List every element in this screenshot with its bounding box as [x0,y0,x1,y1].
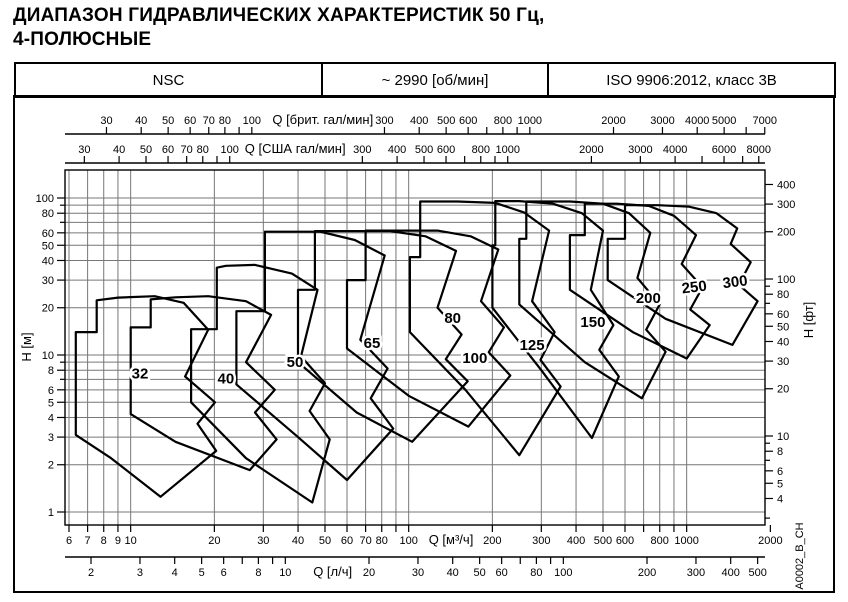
tick-label: 40 [777,336,790,349]
envelope-label-text-65: 65 [363,334,381,352]
tick-label: 1 [47,507,54,519]
envelope-label-150 [580,314,605,331]
axis-unit-label-top2: Q [США гал/мин] [244,141,346,156]
axis-unit-label-bottom1: Q [м³/ч] [428,532,474,547]
tick-label: 10 [777,431,790,444]
tick-label: 80 [375,535,388,547]
envelope-label-text-150: 150 [580,313,606,331]
tick-label: 50 [162,115,175,127]
tick-label: 60 [777,308,790,321]
tick-label: 8000 [746,144,772,156]
tick-label: 50 [473,567,486,579]
tick-label: 5 [777,478,784,491]
tick-label: 60 [340,535,354,547]
header-cell-standard: ISO 9906:2012, класс 3В [606,71,777,89]
tick-label: 200 [777,226,796,239]
tick-label: 300 [532,535,551,547]
tick-label: 3 [47,432,54,445]
axis-unit-label-top1: Q [брит. гал/мин] [272,112,374,127]
envelope-label-300 [722,272,749,292]
tick-label: 30 [777,356,790,369]
tick-label: 40 [135,115,148,127]
tick-label: 400 [721,567,740,579]
tick-label: 6 [47,384,54,397]
tick-label: 200 [483,535,502,547]
tick-label: 2000 [758,535,783,547]
page-title-line2: 4-ПОЛЮСНЫЕ [13,29,152,50]
tick-label: 800 [493,115,513,127]
tick-label: 2000 [601,115,626,127]
envelope-label-200 [636,290,661,307]
tick-label: 60 [495,567,508,579]
tick-label: 100 [220,144,239,156]
envelope-label-text-40: 40 [217,370,235,388]
tick-label: 40 [446,567,459,579]
tick-label: 8 [255,567,262,579]
tick-label: 40 [112,144,126,156]
tick-label: 400 [387,144,407,156]
grid [65,170,765,525]
envelope-label-125 [520,337,545,354]
tick-label: 600 [615,535,635,547]
tick-label: 3 [136,567,144,579]
tick-label: 20 [208,535,221,547]
tick-label: 3000 [650,115,675,127]
tick-label: 1000 [674,535,699,547]
tick-label: 400 [777,179,796,192]
tick-label: 10 [41,350,54,362]
tick-label: 4 [777,493,784,506]
tick-label: 20 [41,302,54,315]
axis-q-top1 [65,112,777,134]
tick-label: 400 [410,115,429,127]
tick-label: 6 [65,535,73,547]
axis-h-left [19,193,65,519]
envelope-path-50 [191,265,330,503]
tick-label: 2 [47,459,54,472]
tick-label: 5000 [711,115,737,127]
tick-label: 20 [777,383,790,396]
tick-label: 50 [41,240,54,253]
tick-label: 3000 [628,144,653,156]
axis-q-bottom2 [65,557,767,579]
tick-label: 40 [291,535,305,547]
header-cell-speed: ~ 2990 [об/мин] [323,64,549,96]
tick-label: 10 [279,567,292,579]
tick-label: 4000 [684,115,710,127]
tick-label: 8 [100,535,107,547]
tick-label: 7 [84,535,91,547]
tick-label: 2000 [579,144,604,156]
tick-label: 70 [359,535,372,547]
tick-label: 60 [184,115,197,127]
tick-label: 60 [161,144,175,156]
tick-label: 800 [650,535,669,547]
envelope-label-65 [364,335,381,352]
tick-label: 4000 [662,144,688,156]
tick-label: 80 [777,289,790,302]
axis-h-right [765,179,816,518]
envelope-label-text-80: 80 [444,309,462,327]
envelope-label-50 [287,354,304,371]
envelope-label-text-250: 250 [680,277,708,298]
tick-label: 100 [242,115,262,127]
side-code-text: A0002_B_CH [794,522,806,590]
tick-label: 80 [196,144,209,156]
tick-label: 30 [41,275,54,288]
tick-label: 1000 [495,144,520,156]
tick-label: 4 [47,412,54,425]
tick-label: 5 [198,567,205,579]
tick-label: 50 [777,321,790,334]
envelope-label-80 [444,310,461,327]
tick-label: 600 [436,144,456,156]
envelope-path-32 [76,296,216,497]
tick-label: 4 [171,567,178,579]
tick-label: 70 [180,144,193,156]
tick-label: 80 [41,208,54,221]
tick-label: 6 [777,465,784,478]
envelope-label-32 [132,365,149,382]
tick-label: 400 [566,535,586,547]
axis-unit-label-right: H [фт] [801,301,816,339]
tick-label: 30 [100,115,113,127]
tick-label: 80 [530,567,543,579]
tick-label: 40 [41,255,54,268]
envelope-40 [131,296,277,470]
tick-label: 50 [139,144,153,156]
tick-label: 600 [458,115,478,127]
tick-label: 60 [41,227,54,240]
envelope-label-text-100: 100 [462,349,488,367]
envelope-label-text-300: 300 [721,272,749,293]
tick-label: 5 [47,397,54,410]
tick-label: 500 [414,144,434,156]
tick-label: 100 [399,535,418,547]
tick-label: 6000 [711,144,737,156]
tick-label: 500 [748,567,767,579]
envelope-50 [191,265,330,503]
axis-q-top2 [65,141,771,163]
axis-unit-label-left: H [м] [19,332,34,362]
tick-label: 100 [777,274,796,287]
page-title-line1: ДИАПАЗОН ГИДРАВЛИЧЕСКИХ ХАРАКТЕРИСТИК 50 Гц, [13,5,545,26]
tick-label: 500 [593,535,613,547]
envelope-label-100 [462,350,487,367]
envelope-label-40 [218,370,235,387]
tick-label: 8 [47,365,54,378]
axis-unit-label-bottom2: Q [л/ч] [313,564,353,579]
tick-label: 100 [35,193,54,205]
tick-label: 7000 [752,115,778,127]
envelope-label-text-32: 32 [131,365,149,383]
tick-label: 2 [87,567,95,579]
tick-label: 30 [257,535,270,547]
tick-label: 800 [471,144,490,156]
tick-label: 80 [218,115,232,127]
tick-label: 1000 [517,115,543,127]
tick-label: 300 [686,567,706,579]
tick-label: 8 [777,446,784,459]
side-code [794,522,806,589]
envelope-label-text-200: 200 [635,289,661,307]
tick-label: 200 [637,567,657,579]
envelope-32 [76,296,216,497]
tick-label: 70 [202,115,215,127]
tick-label: 50 [318,535,332,547]
tick-label: 100 [554,567,573,579]
envelope-label-250 [681,278,708,298]
axis-q-bottom1 [66,525,783,547]
envelope-path-40 [131,296,277,470]
envelope-label-text-50: 50 [286,353,304,371]
tick-label: 30 [411,567,425,579]
tick-label: 300 [777,199,796,212]
tick-label: 6 [220,567,227,579]
tick-label: 300 [353,144,372,156]
tick-label: 300 [375,115,394,127]
tick-label: 10 [124,535,137,547]
tick-label: 30 [78,144,91,156]
envelope-label-text-125: 125 [519,336,545,354]
tick-label: 500 [436,115,456,127]
tick-label: 9 [114,535,122,547]
tick-label: 20 [362,567,376,579]
header-cell-series: NSC [16,64,323,96]
